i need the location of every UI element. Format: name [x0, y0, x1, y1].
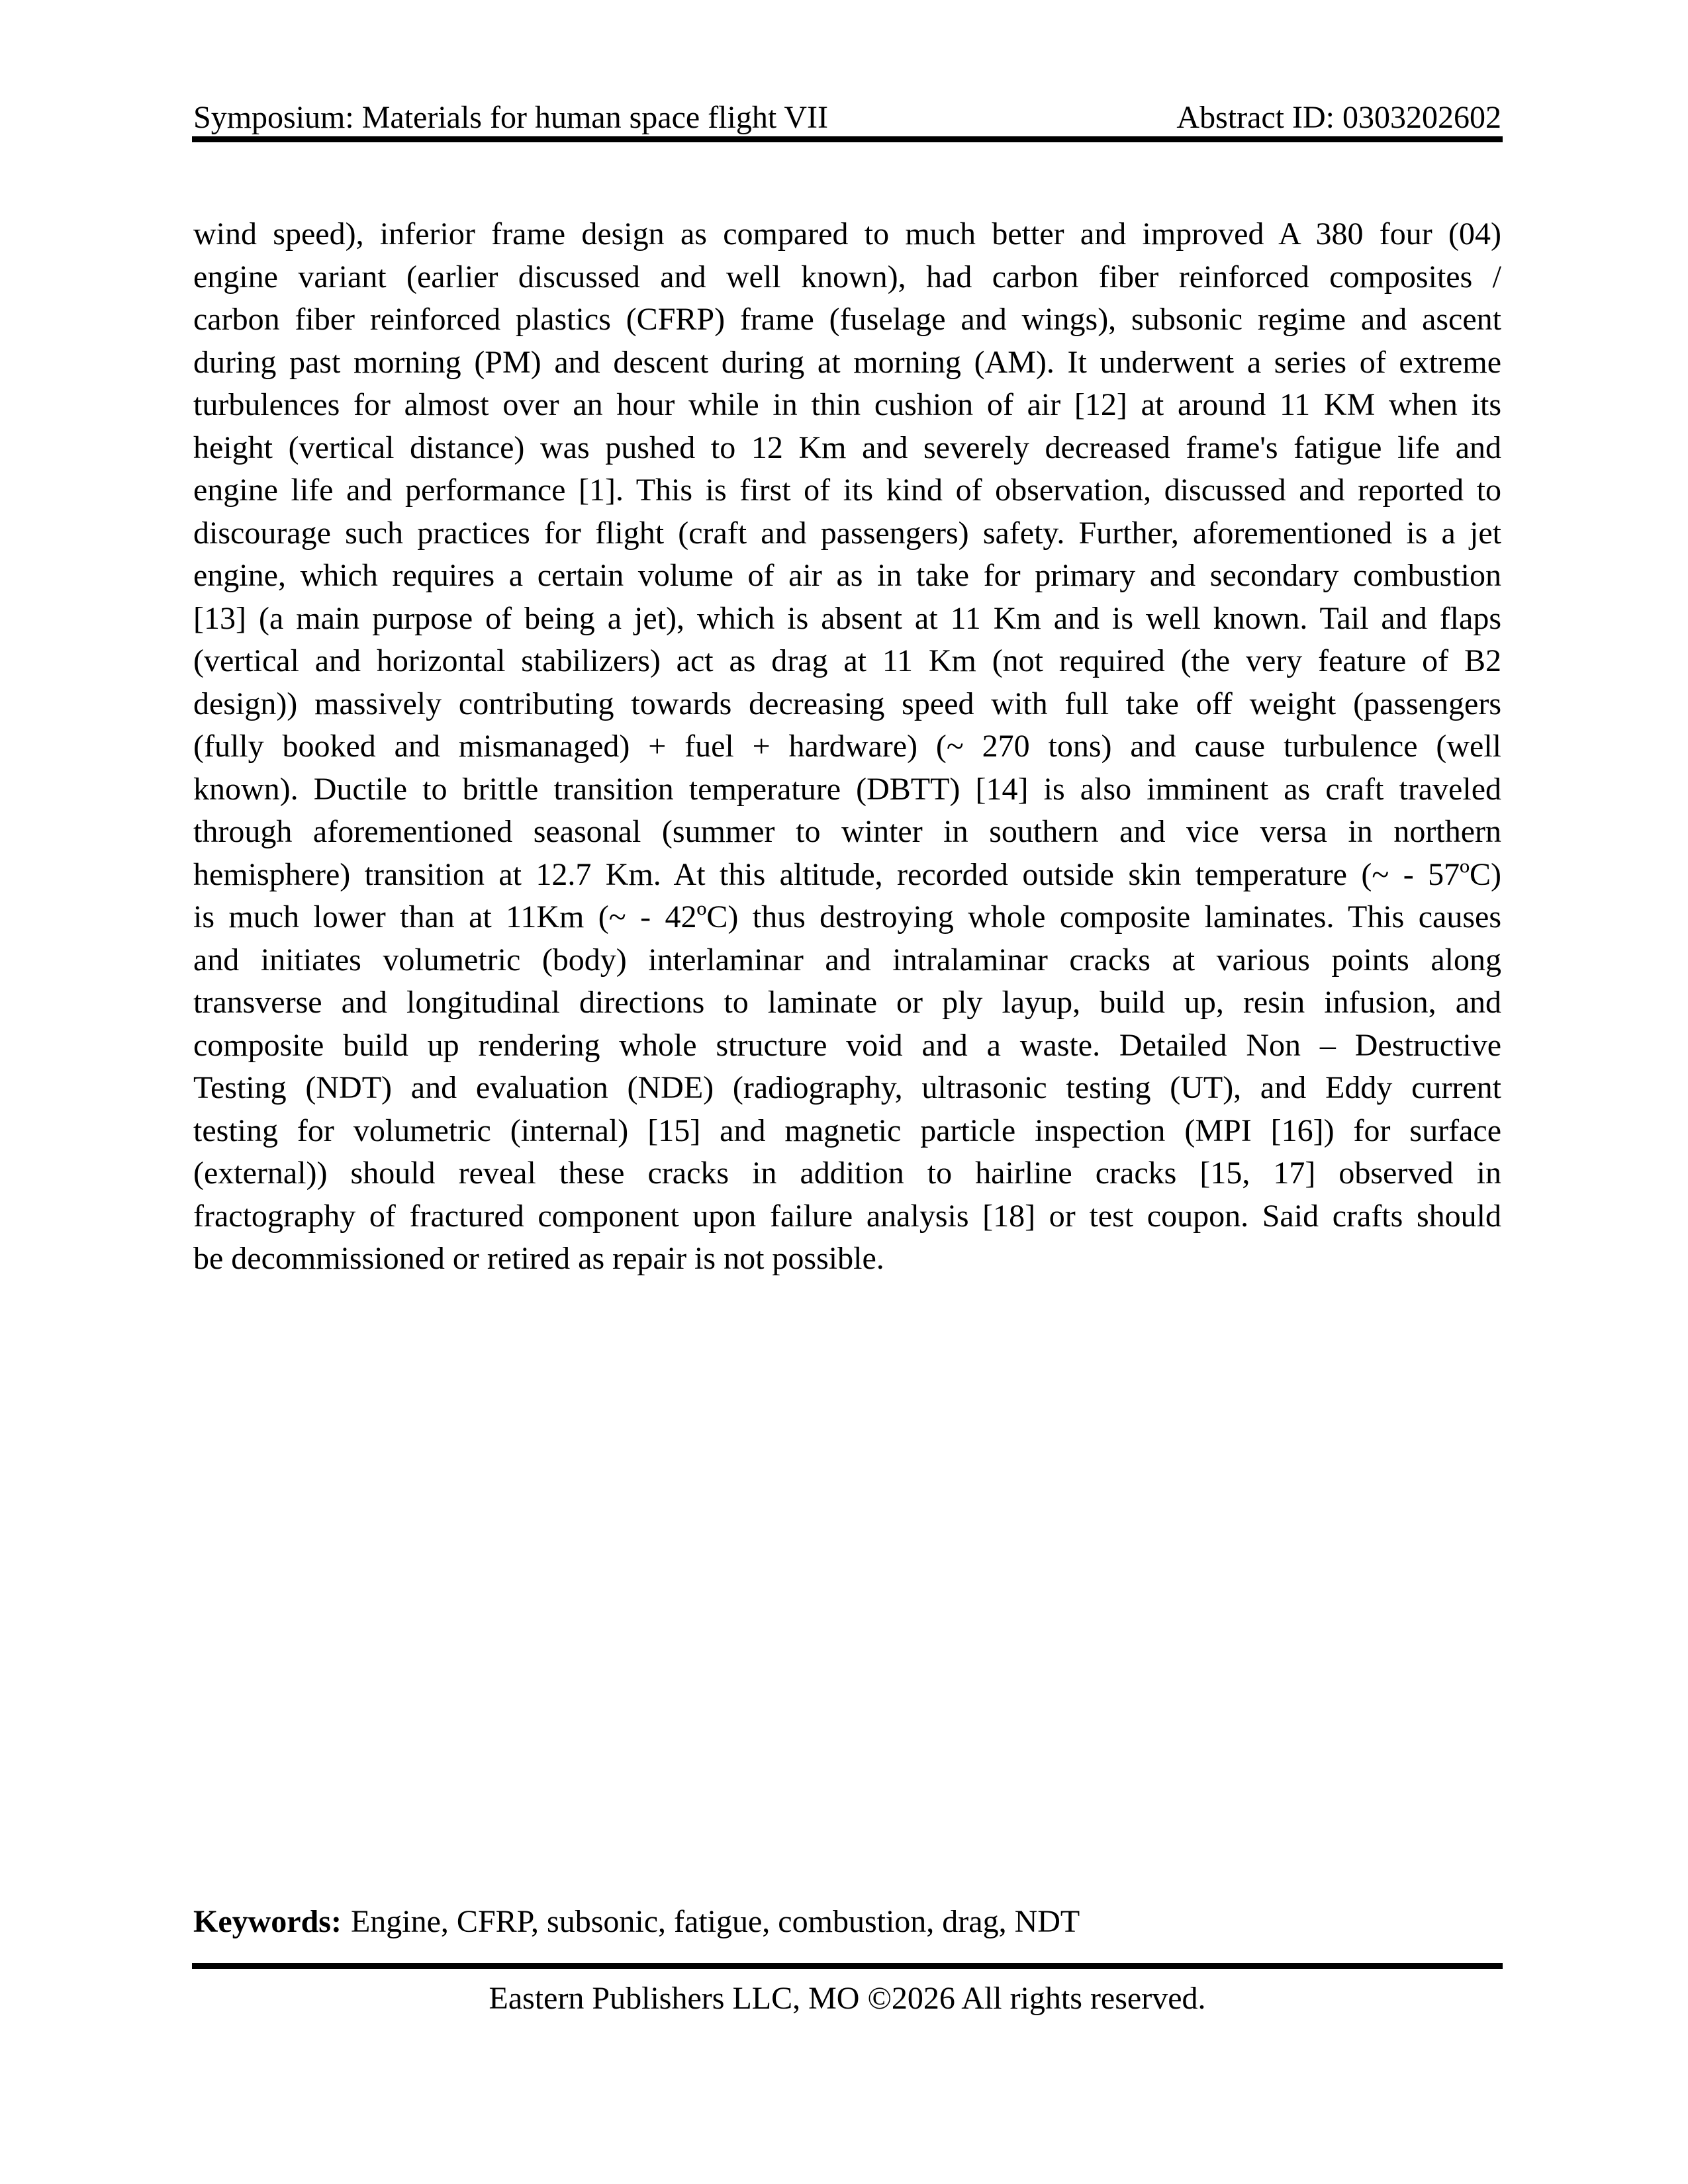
body-line: engine variant (earlier discussed and well known), had carbon fiber reinforced composites / [193, 259, 1501, 295]
body-line: transverse and longitudinal directions to laminate or ply layup, build up, resin infusion, and [193, 985, 1501, 1020]
body-line: known). Ductile to brittle transition temperature (DBTT) [14] is also imminent as craft traveled [193, 771, 1501, 807]
body-line: (external)) should reveal these cracks in addition to hairline cracks [15, 17] observed in [193, 1156, 1501, 1191]
body-line: is much lower than at 11Km (~ - 42ºC) thus destroying whole composite laminates. This causes [193, 899, 1501, 934]
footer-text: Eastern Publishers LLC, MO ©2026 All rights reserved. [489, 1981, 1206, 2016]
body-line: fractography of fractured component upon failure analysis [18] or test coupon. Said crafts should [193, 1198, 1501, 1234]
abstract-body [193, 213, 1501, 1281]
body-line: design)) massively contributing towards decreasing speed with full take off weight (passengers [193, 686, 1501, 721]
body-line: during past morning (PM) and descent during at morning (AM). It underwent a series of extreme [193, 344, 1501, 380]
footer-rule [192, 1963, 1503, 1969]
body-line: (fully booked and mismanaged) + fuel + hardware) (~ 270 tons) and cause turbulence (well [193, 729, 1501, 764]
body-line: hemisphere) transition at 12.7 Km. At this altitude, recorded outside skin temperature (~ - 57ºC) [193, 856, 1501, 892]
body-line: testing for volumetric (internal) [15] and magnetic particle inspection (MPI [16]) for surface [193, 1113, 1501, 1148]
body-line: (vertical and horizontal stabilizers) act as drag at 11 Km (not required (the very feature of B2 [193, 643, 1501, 678]
body-line: engine life and performance [1]. This is first of its kind of observation, discussed and reported to [193, 473, 1501, 508]
keywords-text: Engine, CFRP, subsonic, fatigue, combustion, drag, NDT [350, 1904, 1080, 1939]
body-line: engine, which requires a certain volume of air as in take for primary and secondary combustion [193, 558, 1501, 593]
body-line: [13] (a main purpose of being a jet), which is absent at 11 Km and is well known. Tail and flaps [193, 600, 1501, 636]
body-line: through aforementioned seasonal (summer to winter in southern and vice versa in northern [193, 814, 1501, 849]
keywords-line [193, 1901, 1501, 1943]
body-line: turbulences for almost over an hour while in thin cushion of air [12] at around 11 KM when its [193, 387, 1501, 422]
keywords-label: Keywords: [193, 1904, 342, 1939]
page-header [193, 99, 1501, 136]
body-line: composite build up rendering whole structure void and a waste. Detailed Non – Destructive [193, 1027, 1501, 1063]
body-line: height (vertical distance) was pushed to 12 Km and severely decreased frame's fatigue life and [193, 430, 1501, 465]
abstract-id: Abstract ID: 0303202602 [1176, 100, 1501, 135]
body-line: wind speed), inferior frame design as compared to much better and improved A 380 four (04) [193, 216, 1501, 251]
body-line: discourage such practices for flight (craft and passengers) safety. Further, aforementioned is a jet [193, 515, 1501, 551]
header-rule [192, 136, 1503, 142]
body-line: and initiates volumetric (body) interlaminar and intralaminar cracks at various points along [193, 942, 1501, 978]
symposium-title: Symposium: Materials for human space flight VII [193, 100, 828, 135]
body-line: carbon fiber reinforced plastics (CFRP) frame (fuselage and wings), subsonic regime and ascent [193, 302, 1501, 337]
body-line: Testing (NDT) and evaluation (NDE) (radiography, ultrasonic testing (UT), and Eddy current [193, 1070, 1501, 1105]
body-line: be decommissioned or retired as repair is not possible. [193, 1241, 884, 1276]
